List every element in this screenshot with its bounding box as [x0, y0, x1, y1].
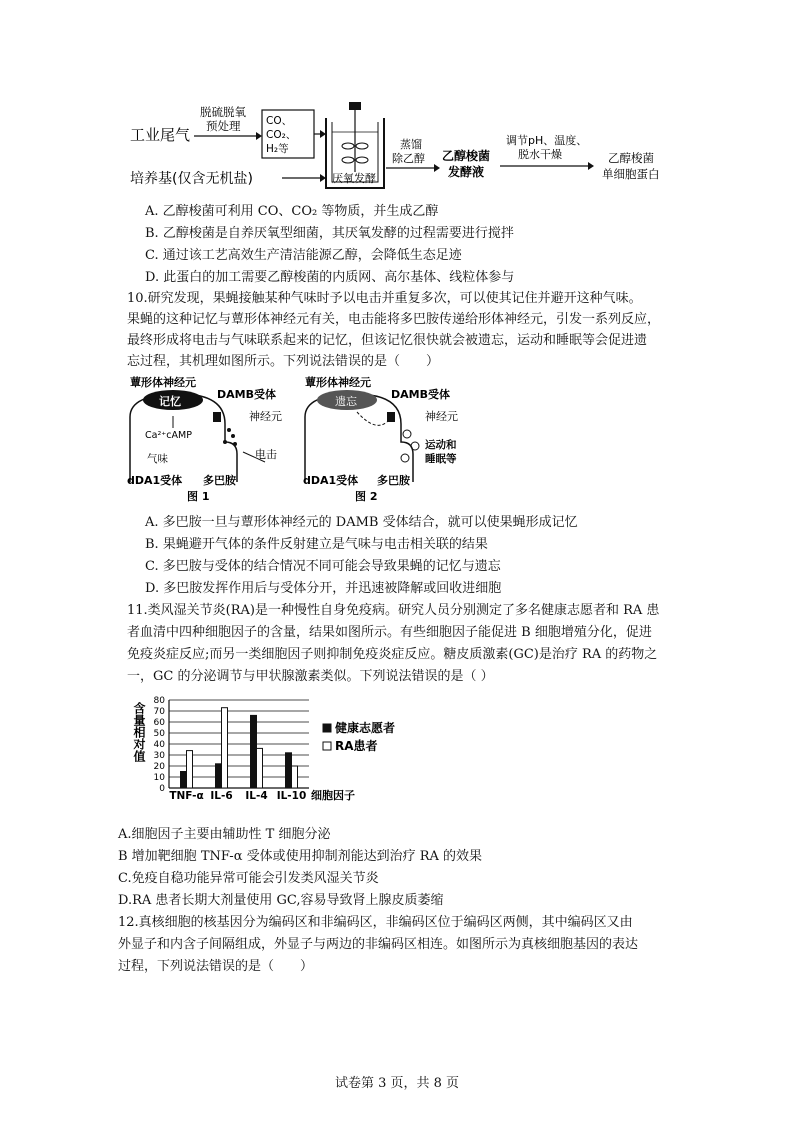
- page-footer: 试卷第 3 页，共 8 页: [334, 1076, 460, 1091]
- bar-healthy-1: [216, 764, 222, 788]
- svg-text:CO₂、: CO₂、: [266, 129, 297, 141]
- legend-swatch: [323, 724, 331, 732]
- svg-text:多巴胺: 多巴胺: [377, 474, 410, 487]
- q10-stem-2: 果蝇的这种记忆与蕈形体神经元有关，电击能将多巴胺传递给形体神经元，引发一系列反应，: [127, 312, 661, 327]
- q11-stem-3: 免疫炎症反应;而另一类细胞因子则抑制免疫炎症反应。糖皮质激素(GC)是治疗 RA 的药物之: [127, 647, 658, 662]
- cytokine-bar-chart: [125, 690, 425, 808]
- q11-stem-2: 者血清中四种细胞因子的含量，结果如图所示。有些细胞因子能促进 B 细胞增殖分化，促进: [127, 625, 652, 640]
- y-tick-label: 60: [153, 718, 165, 728]
- svg-text:DAMB受体: DAMB受体: [217, 388, 276, 401]
- x-tick-label: IL-4: [245, 790, 268, 802]
- svg-text:预处理: 预处理: [206, 119, 241, 133]
- y-tick-label: 70: [153, 707, 165, 717]
- y-tick-label: 10: [153, 773, 165, 783]
- bar-healthy-2: [251, 715, 257, 788]
- svg-text:DAMB受体: DAMB受体: [391, 388, 450, 401]
- fermentation-tank: [326, 102, 384, 188]
- q10-stem-3: 最终形成将电击与气味联系起来的记忆，但该记忆很快就会被遗忘，运动和睡眠等会促进遗: [127, 333, 648, 348]
- legend-swatch: [323, 742, 331, 750]
- q11-option-c: C.免疫自稳功能异常可能会引发类风湿关节炎: [118, 871, 379, 886]
- svg-text:乙醇梭菌: 乙醇梭菌: [608, 151, 654, 165]
- svg-text:Ca²⁺cAMP: Ca²⁺cAMP: [145, 430, 192, 441]
- y-axis-label: 含量相对值: [132, 702, 146, 762]
- svg-text:蕈形体神经元: 蕈形体神经元: [305, 376, 371, 389]
- q10-stem-1: 10.研究发现，果蝇接触某种气味时予以电击并重复多次，可以使其记住并避开这种气味。: [127, 291, 642, 306]
- bar-healthy-3: [286, 753, 292, 788]
- y-tick-label: 80: [153, 696, 165, 706]
- svg-text:记忆: 记忆: [159, 395, 181, 408]
- industrial-gas-label: 工业尾气: [130, 126, 191, 144]
- svg-text:蒸馏: 蒸馏: [400, 138, 422, 151]
- bar-ra-0: [187, 751, 193, 788]
- q11-option-b: B 增加靶细胞 TNF-α 受体或使用抑制剂能达到治疗 RA 的效果: [118, 849, 483, 864]
- y-tick-label: 50: [153, 729, 165, 739]
- y-tick-label: 40: [153, 740, 165, 750]
- neuron-figures: [125, 372, 495, 504]
- x-axis-label: 细胞因子: [311, 789, 355, 802]
- y-tick-label: 0: [159, 784, 165, 794]
- y-tick-label: 20: [153, 762, 165, 772]
- q10-option-b: B. 果蝇避开气体的条件反射建立是气味与电击相关联的结果: [145, 537, 488, 552]
- q10-option-a: A. 多巴胺一旦与蕈形体神经元的 DAMB 受体结合，就可以使果蝇形成记忆: [145, 515, 578, 530]
- q9-option-c: C. 通过该工艺高效生产清洁能源乙醇，会降低生态足迹: [145, 248, 462, 263]
- y-tick-label: 30: [153, 751, 165, 761]
- q12-stem-2: 外显子和内含子间隔组成，外显子与两边的非编码区相连。如图所示为真核细胞基因的表达: [118, 937, 639, 952]
- svg-text:发酵液: 发酵液: [448, 165, 485, 179]
- svg-text:多巴胺: 多巴胺: [203, 474, 236, 487]
- legend-label: RA患者: [335, 739, 378, 753]
- q11-option-a: A.细胞因子主要由辅助性 T 细胞分泌: [118, 827, 331, 842]
- medium-label: 培养基(仅含无机盐): [130, 171, 253, 187]
- q11-stem-1: 11.类风湿关节炎(RA)是一种慢性自身免疫病。研究人员分别测定了多名健康志愿者和 RA 患: [127, 603, 660, 618]
- svg-text:除乙醇: 除乙醇: [392, 152, 425, 165]
- svg-text:神经元: 神经元: [425, 410, 458, 423]
- q11-stem-4: 一，GC 的分泌调节与甲状腺激素类似。下列说法错误的是（ ）: [127, 669, 494, 684]
- svg-text:dDA1受体: dDA1受体: [127, 474, 183, 487]
- svg-text:乙醇梭菌: 乙醇梭菌: [442, 149, 491, 163]
- svg-text:运动和: 运动和: [425, 439, 457, 451]
- x-tick-label: IL-10: [276, 790, 307, 802]
- bar-ra-2: [257, 748, 263, 788]
- svg-text:蕈形体神经元: 蕈形体神经元: [130, 376, 196, 389]
- svg-text:遗忘: 遗忘: [335, 395, 357, 408]
- q9-option-a: A. 乙醇梭菌可利用 CO、CO₂ 等物质，并生成乙醇: [145, 204, 439, 219]
- fermentation-flow-diagram: [120, 100, 700, 195]
- q12-stem-3: 过程，下列说法错误的是（ ）: [118, 959, 314, 974]
- svg-text:单细胞蛋白: 单细胞蛋白: [602, 167, 660, 181]
- q10-option-c: C. 多巴胺与受体的结合情况不同可能会导致果蝇的记忆与遗忘: [145, 559, 501, 574]
- svg-text:图 1: 图 1: [187, 490, 210, 503]
- bar-ra-1: [222, 708, 228, 788]
- svg-text:电击: 电击: [255, 448, 277, 461]
- svg-text:厌氧发酵: 厌氧发酵: [332, 172, 376, 185]
- q11-option-d: D.RA 患者长期大剂量使用 GC,容易导致肾上腺皮质萎缩: [118, 893, 444, 908]
- svg-text:CO、: CO、: [266, 115, 293, 127]
- q10-stem-4: 忘过程，其机理如图所示。下列说法错误的是（ ）: [127, 354, 440, 369]
- x-tick-label: IL-6: [210, 790, 233, 802]
- bar-ra-3: [292, 766, 298, 788]
- svg-text:调节pH、温度、: 调节pH、温度、: [506, 134, 588, 147]
- pretreat-label: 脱硫脱氧: [200, 105, 246, 119]
- svg-text:气味: 气味: [147, 453, 168, 465]
- svg-text:睡眠等: 睡眠等: [425, 453, 457, 465]
- bar-healthy-0: [181, 772, 187, 789]
- q9-option-b: B. 乙醇梭菌是自养厌氧型细菌，其厌氧发酵的过程需要进行搅拌: [145, 226, 514, 241]
- x-tick-label: TNF-α: [169, 790, 204, 802]
- svg-text:神经元: 神经元: [249, 410, 282, 423]
- q12-stem-1: 12.真核细胞的核基因分为编码区和非编码区，非编码区位于编码区两侧，其中编码区又由: [118, 915, 633, 930]
- legend-label: 健康志愿者: [335, 721, 396, 735]
- svg-text:脱水干燥: 脱水干燥: [518, 148, 562, 161]
- q9-option-d: D. 此蛋白的加工需要乙醇梭菌的内质网、高尔基体、线粒体参与: [145, 270, 515, 285]
- q10-option-d: D. 多巴胺发挥作用后与受体分开，并迅速被降解或回收进细胞: [145, 581, 502, 596]
- svg-text:图 2: 图 2: [355, 490, 378, 503]
- svg-text:H₂等: H₂等: [266, 143, 289, 155]
- svg-text:dDA1受体: dDA1受体: [303, 474, 359, 487]
